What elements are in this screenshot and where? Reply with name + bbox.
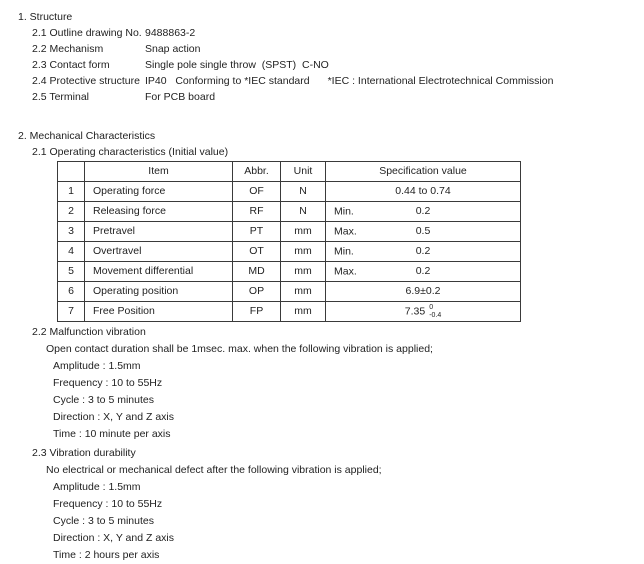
specification-value: 0.2 — [415, 265, 431, 277]
malfunction-vibration-intro: Open contact duration shall be 1msec. max. when the following vibration is applied; — [46, 343, 433, 355]
table-row — [58, 242, 521, 262]
cell-row-number: 7 — [58, 302, 85, 322]
cell-row-number: 5 — [58, 262, 85, 282]
detail-line: Direction : X, Y and Z axis — [53, 532, 175, 544]
vibration-durability-intro: No electrical or mechanical defect after the following vibration is applied; — [46, 464, 382, 476]
cell-unit: mm — [281, 222, 326, 242]
cell-abbr: OF — [233, 182, 281, 202]
specification-value: 6.9±0.2 — [405, 285, 441, 297]
structure-item — [32, 73, 644, 89]
cell-specification-value — [326, 262, 521, 282]
min-max-label: Min. — [334, 205, 354, 217]
structure-items — [0, 25, 644, 105]
cell-unit: mm — [281, 242, 326, 262]
cell-item: Movement differential — [85, 262, 233, 282]
cell-row-number: 2 — [58, 202, 85, 222]
detail-line: Cycle : 3 to 5 minutes — [53, 515, 154, 527]
tolerance-stack — [429, 304, 441, 319]
structure-item — [32, 25, 644, 41]
cell-item: Operating position — [85, 282, 233, 302]
specification-value: 7.35 — [404, 305, 426, 318]
table-row — [58, 302, 521, 322]
cell-item: Releasing force — [85, 202, 233, 222]
item-number-label: 2.1 Outline drawing No. — [32, 27, 142, 39]
detail-line: Frequency : 10 to 55Hz — [53, 377, 163, 389]
item-value: Single pole single throw (SPST) C-NO — [145, 59, 329, 71]
item-number-label: 2.2 Mechanism — [32, 43, 104, 55]
cell-item: Operating force — [85, 182, 233, 202]
item-value: IP40 Conforming to *IEC standard — [145, 75, 310, 87]
item-number-label: 2.3 Contact form — [32, 59, 110, 71]
section-heading-structure: 1. Structure — [18, 11, 73, 23]
cell-abbr: RF — [233, 202, 281, 222]
cell-unit: N — [281, 182, 326, 202]
detail-line: Time : 2 hours per axis — [53, 549, 160, 561]
cell-specification-value — [326, 282, 521, 302]
subsection-heading-operating-characteristics: 2.1 Operating characteristics (Initial value) — [32, 146, 229, 158]
cell-item: Free Position — [85, 302, 233, 322]
table-row — [58, 202, 521, 222]
cell-item: Pretravel — [85, 222, 233, 242]
item-value: Snap action — [145, 43, 201, 55]
cell-abbr: MD — [233, 262, 281, 282]
detail-line: Amplitude : 1.5mm — [53, 360, 141, 372]
item-value: 9488863-2 — [145, 27, 196, 39]
structure-item — [32, 89, 644, 105]
specification-value: 0.44 to 0.74 — [395, 185, 451, 197]
column-header-unit: Unit — [281, 162, 326, 182]
cell-specification-value — [326, 202, 521, 222]
table-row — [58, 182, 521, 202]
subsection-heading-malfunction-vibration: 2.2 Malfunction vibration — [32, 326, 146, 338]
subsection-heading-vibration-durability: 2.3 Vibration durability — [32, 447, 136, 459]
structure-item — [32, 41, 644, 57]
specification-value: 0.2 — [415, 245, 431, 257]
cell-abbr: OT — [233, 242, 281, 262]
cell-abbr: PT — [233, 222, 281, 242]
min-max-label: Max. — [334, 225, 357, 237]
cell-unit: mm — [281, 302, 326, 322]
column-header-no — [58, 162, 85, 182]
item-number-label: 2.5 Terminal — [32, 91, 90, 103]
specification-value: 0.5 — [415, 225, 431, 237]
cell-abbr: FP — [233, 302, 281, 322]
cell-unit: mm — [281, 282, 326, 302]
min-max-label: Min. — [334, 245, 354, 257]
min-max-label: Max. — [334, 265, 357, 277]
table-row — [58, 282, 521, 302]
item-number-label: 2.4 Protective structure — [32, 75, 140, 87]
section-heading-mechanical: 2. Mechanical Characteristics — [18, 130, 156, 142]
cell-specification-value — [326, 242, 521, 262]
detail-line: Amplitude : 1.5mm — [53, 481, 141, 493]
table-row — [58, 222, 521, 242]
malfunction-vibration-details — [53, 358, 644, 443]
column-header-abbr: Abbr. — [233, 162, 281, 182]
cell-unit: mm — [281, 262, 326, 282]
item-note: *IEC : International Electrotechnical Commission — [327, 75, 554, 87]
cell-row-number: 4 — [58, 242, 85, 262]
cell-row-number: 6 — [58, 282, 85, 302]
tolerance-lower: -0.4 — [429, 311, 442, 319]
column-header-item: Item — [85, 162, 233, 182]
item-value: For PCB board — [145, 91, 216, 103]
cell-specification-value — [326, 302, 521, 322]
table-row — [58, 262, 521, 282]
cell-item: Overtravel — [85, 242, 233, 262]
cell-specification-value — [326, 182, 521, 202]
cell-abbr: OP — [233, 282, 281, 302]
detail-line: Direction : X, Y and Z axis — [53, 411, 175, 423]
vibration-durability-details — [53, 479, 644, 564]
cell-row-number: 3 — [58, 222, 85, 242]
table-header-row — [58, 162, 521, 182]
cell-specification-value — [326, 222, 521, 242]
detail-line: Cycle : 3 to 5 minutes — [53, 394, 154, 406]
cell-unit: N — [281, 202, 326, 222]
cell-row-number: 1 — [58, 182, 85, 202]
operating-characteristics-table — [57, 161, 521, 322]
tolerance-upper: 0 — [429, 304, 434, 311]
detail-line: Time : 10 minute per axis — [53, 428, 171, 440]
structure-item — [32, 57, 644, 73]
specification-value: 0.2 — [415, 205, 431, 217]
detail-line: Frequency : 10 to 55Hz — [53, 498, 163, 510]
column-header-spec: Specification value — [326, 162, 521, 182]
